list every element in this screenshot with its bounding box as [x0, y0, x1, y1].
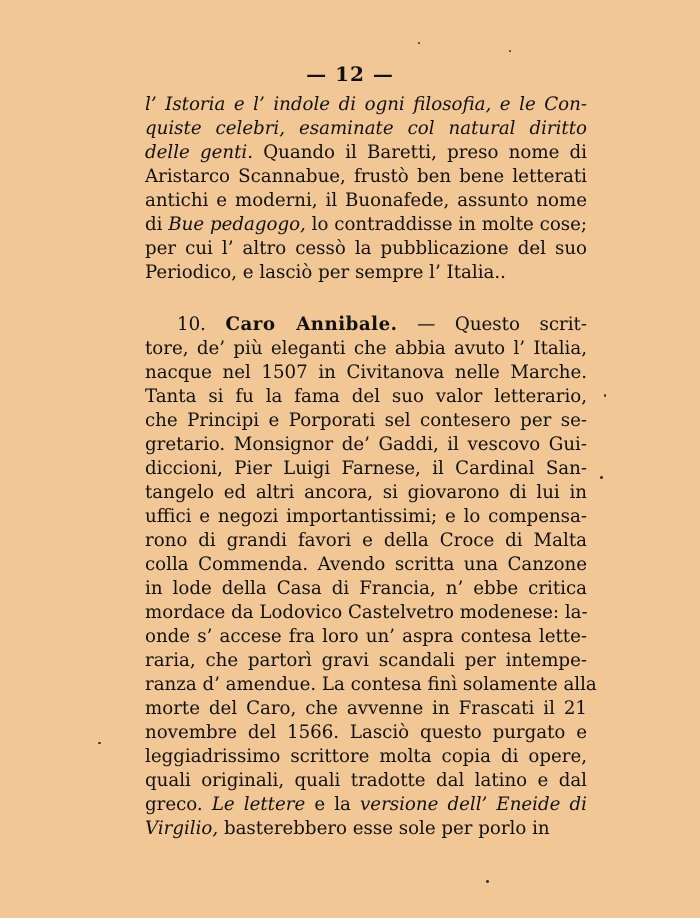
text-segment: ranza d’ amendue. La contesa finì solamente alla [145, 674, 597, 695]
paragraph-caro-annibale [145, 313, 597, 841]
text-segment: nacque nel 1507 in Civitanova nelle Marche. [145, 362, 587, 383]
text-line [145, 361, 587, 385]
entry-heading: Caro Annibale. [225, 314, 398, 335]
text-segment: Periodico, e lasciò per sempre l’ Italia.. [145, 262, 506, 283]
text-line [145, 721, 587, 745]
text-line [145, 313, 587, 337]
text-segment: 10. [177, 314, 226, 335]
text-segment: che Principi e Porporati sel contesero per se- [145, 410, 587, 431]
text-segment: uffici e negozi importantissimi; e lo compensa- [145, 506, 587, 527]
page-number: — 12 — [306, 62, 394, 86]
text-line [145, 529, 587, 553]
text-segment: basterebbero esse sole per porlo in [218, 818, 550, 839]
text-line [145, 117, 587, 141]
scan-speck [418, 42, 420, 44]
text-line [145, 769, 587, 793]
text-line [145, 673, 597, 697]
text-segment: e la [305, 794, 361, 815]
scan-speck [600, 476, 603, 479]
text-segment: lo contraddisse in molte cose; [305, 214, 587, 235]
text-segment: raria, che partorì gravi scandali per intempe- [145, 650, 587, 671]
text-line [145, 625, 587, 649]
text-segment: leggiadrissimo scrittore molta copia di opere, [145, 746, 587, 767]
text-segment: rono di grandi favori e della Croce di Malta [145, 530, 587, 551]
text-segment: greco. [145, 794, 212, 815]
text-segment: quali originali, quali tradotte dal latino e dal [145, 770, 587, 791]
text-segment: antichi e moderni, il Buonafede, assunto nome [145, 190, 587, 211]
text-segment: tore, de’ più eleganti che abbia avuto l’ Italia, [145, 338, 587, 359]
text-line [145, 745, 587, 769]
text-segment: Le lettere [211, 794, 306, 815]
text-line [145, 93, 587, 117]
text-line [145, 697, 587, 721]
text-segment: Aristarco Scannabue, frustò ben bene letterati [145, 166, 587, 187]
text-line [145, 457, 587, 481]
text-line [145, 601, 587, 625]
text-segment: in lode della Casa di Francia, n’ ebbe critica [145, 578, 587, 599]
scan-speck [604, 394, 606, 397]
text-segment: per cui l’ altro cessò la pubblicazione del suo [145, 238, 587, 259]
text-segment: Quando il Baretti, preso nome di [253, 142, 587, 163]
text-segment: — Questo scrit- [397, 314, 587, 335]
text-line [145, 553, 587, 577]
text-segment: Virgilio, [145, 818, 219, 839]
text-line [145, 793, 587, 817]
text-segment: l’ Istoria e l’ indole di ogni filosofia, e le Con- [145, 94, 587, 115]
text-line [145, 817, 587, 841]
text-segment: quiste celebri, esaminate col natural diritto [145, 118, 587, 139]
text-line [145, 385, 587, 409]
text-segment: novembre del 1566. Lasciò questo purgato e [145, 722, 587, 743]
text-segment: morte del Caro, che avvenne in Frascati il 21 [145, 698, 587, 719]
text-line [145, 409, 587, 433]
scan-speck [509, 50, 511, 52]
text-line [145, 481, 587, 505]
text-line [145, 433, 587, 457]
text-segment: mordace da Lodovico Castelvetro modenese: la- [145, 602, 588, 623]
text-line [145, 141, 587, 165]
text-line [145, 261, 587, 285]
text-line [145, 213, 587, 237]
paragraph-buonafede-continued [145, 93, 587, 285]
text-segment: Tanta si fu la fama del suo valor letterario, [145, 386, 587, 407]
text-line [145, 189, 587, 213]
scan-speck [98, 742, 101, 744]
scan-speck [486, 880, 489, 883]
text-segment: tangelo ed altri ancora, si giovarono di lui in [145, 482, 587, 503]
text-line [145, 337, 587, 361]
text-line [145, 505, 587, 529]
text-line [145, 577, 587, 601]
text-segment: versione dell’ Eneide di [360, 794, 587, 815]
text-segment: diccioni, Pier Luigi Farnese, il Cardinal San- [145, 458, 587, 479]
text-line [145, 649, 587, 673]
text-segment: gretario. Monsignor de’ Gaddi, il vescovo Gui- [145, 434, 587, 455]
text-line [145, 237, 587, 261]
text-segment: di [145, 214, 169, 235]
text-line [145, 165, 587, 189]
text-segment: colla Commenda. Avendo scritta una Canzone [145, 554, 587, 575]
text-segment: delle genti. [145, 142, 254, 163]
text-segment: onde s’ accese fra loro un’ aspra contesa lette- [145, 626, 587, 647]
text-segment: Bue pedagogo, [168, 214, 306, 235]
